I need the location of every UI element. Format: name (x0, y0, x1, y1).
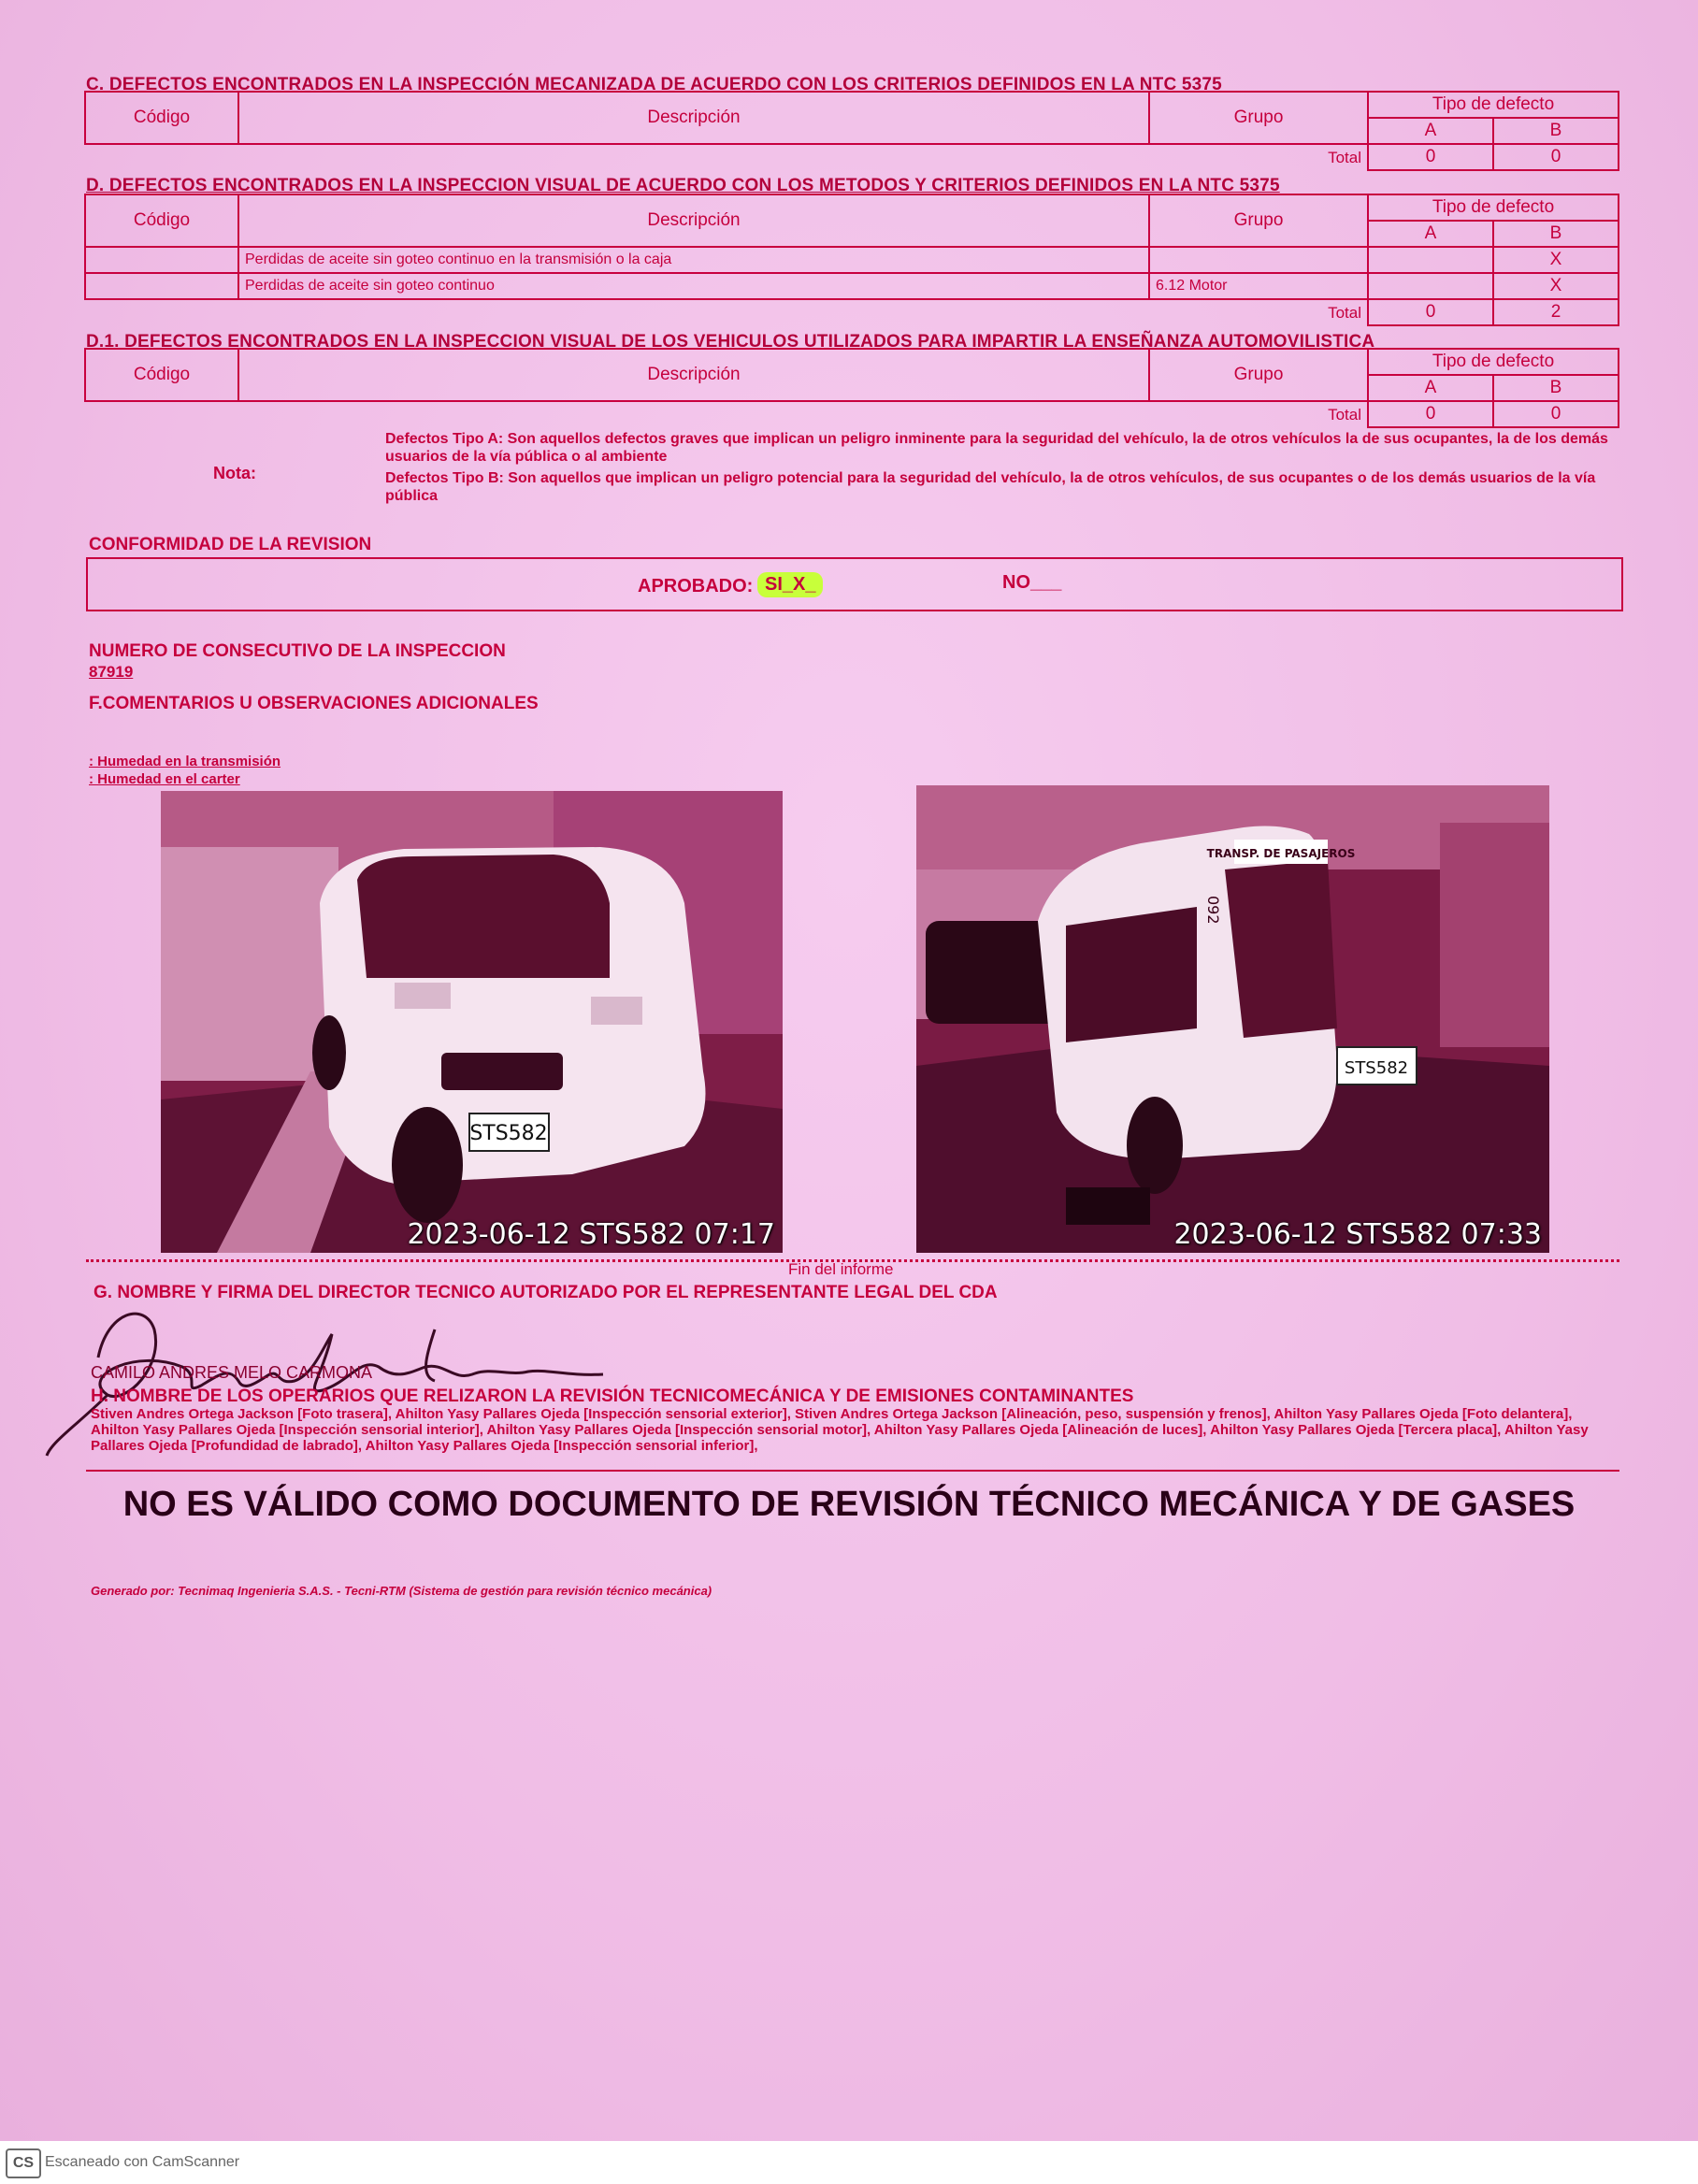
col-b: B (1493, 375, 1619, 401)
section-d1-table (84, 348, 1619, 428)
comentario-item: : Humedad en el carter (89, 771, 240, 787)
col-codigo: Código (85, 194, 238, 247)
vehicle-front-photo (161, 791, 783, 1253)
col-a: A (1368, 375, 1493, 401)
col-descripcion: Descripción (238, 194, 1149, 247)
row-descripcion: Perdidas de aceite sin goteo continuo (238, 273, 1149, 299)
col-grupo: Grupo (1149, 349, 1368, 401)
nota-tipo-a: Defectos Tipo A: Son aquellos defectos graves que implican un peligro inminente para la seguridad del vehículo, la de otros vehículos la de sus ocupantes, la de los demás usuarios de la vía pública o al ambiente (385, 431, 1608, 465)
comentario-item: : Humedad en la transmisión (89, 754, 281, 769)
row-codigo (85, 273, 238, 299)
col-grupo: Grupo (1149, 194, 1368, 247)
total-b: 0 (1493, 401, 1619, 427)
row-a (1368, 247, 1493, 273)
total-label: Total (1328, 303, 1361, 322)
nota-tipo-b: Defectos Tipo B: Son aquellos que implican un peligro potencial para la seguridad del vehículo, la de otros vehículos, de sus ocupantes o de los demás usuarios de la vía pública (385, 470, 1596, 504)
col-grupo: Grupo (1149, 92, 1368, 144)
row-codigo (85, 247, 238, 273)
conformidad-title: CONFORMIDAD DE LA REVISION (89, 535, 372, 554)
col-b: B (1493, 221, 1619, 247)
vehicle-rear-photo (916, 785, 1549, 1253)
photo-timestamp: 2023-06-12 STS582 07:33 (1173, 1218, 1542, 1251)
total-b: 2 (1493, 299, 1619, 325)
divider (86, 1470, 1619, 1472)
total-label: Total (1328, 405, 1361, 424)
total-a: 0 (1368, 299, 1493, 325)
row-grupo: 6.12 Motor (1149, 273, 1368, 299)
aprobado-value: SI_X_ (757, 572, 823, 597)
table-row (85, 273, 1619, 299)
section-h-text: Stiven Andres Ortega Jackson [Foto trasera], Ahilton Yasy Pallares Ojeda [Inspección sensorial exterior], Stiven Andres Ortega Jackson [Alineación, peso, suspensión y frenos], Ahilton Yasy Pallares Ojeda [Foto delantera], Ahilton Yasy Pallares Ojeda [Inspección sensorial interior], Ahilton Yasy Pallares Ojeda [Inspección sensorial motor], Ahilton Yasy Pallares Ojeda [Alineación de luces], Ahilton Yasy Pallares Ojeda [Tercera placa], Ahilton Yasy Pallares Ojeda [Profundidad de labrado], Ahilton Yasy Pallares Ojeda [Inspección sensorial inferior], (91, 1406, 1589, 1454)
invalid-document-warning: NO ES VÁLIDO COMO DOCUMENTO DE REVISIÓN TÉCNICO MECÁNICA Y DE GASES (122, 1485, 1576, 1524)
vehicle-sign-text: TRANSP. DE PASAJEROS (1206, 847, 1356, 860)
photo-timestamp: 2023-06-12 STS582 07:17 (407, 1218, 775, 1251)
row-b: X (1493, 273, 1619, 299)
section-d1-title: D.1. DEFECTOS ENCONTRADOS EN LA INSPECCION VISUAL DE LOS VEHICULOS UTILIZADOS PARA IMPARTIR LA ENSEÑANZA AUTOMOVILISTICA (86, 332, 1375, 352)
col-b: B (1493, 118, 1619, 144)
total-label: Total (1328, 148, 1361, 166)
nota-label: Nota: (213, 464, 256, 482)
col-codigo: Código (85, 349, 238, 401)
table-row (85, 247, 1619, 273)
col-a: A (1368, 118, 1493, 144)
section-c-title: C. DEFECTOS ENCONTRADOS EN LA INSPECCIÓN MECANIZADA DE ACUERDO CON LOS CRITERIOS DEFINIDOS EN LA NTC 5375 (86, 75, 1222, 94)
scanner-label: Escaneado con CamScanner (45, 2154, 240, 2170)
comentarios-title: F.COMENTARIOS U OBSERVACIONES ADICIONALES (89, 694, 539, 713)
col-tipo-defecto: Tipo de defecto (1368, 92, 1619, 118)
col-descripcion: Descripción (238, 349, 1149, 401)
total-b: 0 (1493, 144, 1619, 170)
total-a: 0 (1368, 401, 1493, 427)
conformidad-box (86, 557, 1623, 611)
section-d-table (84, 194, 1619, 326)
vehicle-rear-illustration (916, 785, 1549, 1253)
section-g-title: G. NOMBRE Y FIRMA DEL DIRECTOR TECNICO AUTORIZADO POR EL REPRESENTANTE LEGAL DEL CDA (94, 1283, 998, 1302)
total-a: 0 (1368, 144, 1493, 170)
col-tipo-defecto: Tipo de defecto (1368, 194, 1619, 221)
col-tipo-defecto: Tipo de defecto (1368, 349, 1619, 375)
col-codigo: Código (85, 92, 238, 144)
camscanner-logo-icon: CS (6, 2148, 41, 2178)
no-label: NO___ (1002, 572, 1062, 593)
divider (86, 1259, 1619, 1262)
generated-by: Generado por: Tecnimaq Ingenieria S.A.S. - Tecni-RTM (Sistema de gestión para revisión técnico mecánica) (91, 1584, 712, 1598)
plate-text: STS582 (1344, 1058, 1409, 1078)
scanner-footer (0, 2141, 1698, 2184)
director-name: CAMILO ANDRES MELO CARMONA (91, 1363, 373, 1382)
consecutivo-value: 87919 (89, 663, 134, 681)
aprobado-label: APROBADO: (638, 576, 754, 596)
section-h-title: H. NOMBRE DE LOS OPERARIOS QUE RELIZARON LA REVISIÓN TECNICOMECÁNICA Y DE EMISIONES CONTAMINANTES (91, 1387, 1134, 1406)
section-d-title: D. DEFECTOS ENCONTRADOS EN LA INSPECCION VISUAL DE ACUERDO CON LOS METODOS Y CRITERIOS DEFINIDOS EN LA NTC 5375 (86, 176, 1280, 195)
col-descripcion: Descripción (238, 92, 1149, 144)
vehicle-unit-text: 092 (1204, 896, 1222, 925)
consecutivo-title: NUMERO DE CONSECUTIVO DE LA INSPECCION (89, 641, 506, 661)
plate-text: STS582 (469, 1122, 548, 1145)
fin-informe: Fin del informe (788, 1260, 894, 1278)
vehicle-front-illustration (161, 791, 783, 1253)
row-b: X (1493, 247, 1619, 273)
row-grupo (1149, 247, 1368, 273)
row-descripcion: Perdidas de aceite sin goteo continuo en la transmisión o la caja (238, 247, 1149, 273)
col-a: A (1368, 221, 1493, 247)
section-c-table (84, 91, 1619, 171)
row-a (1368, 273, 1493, 299)
